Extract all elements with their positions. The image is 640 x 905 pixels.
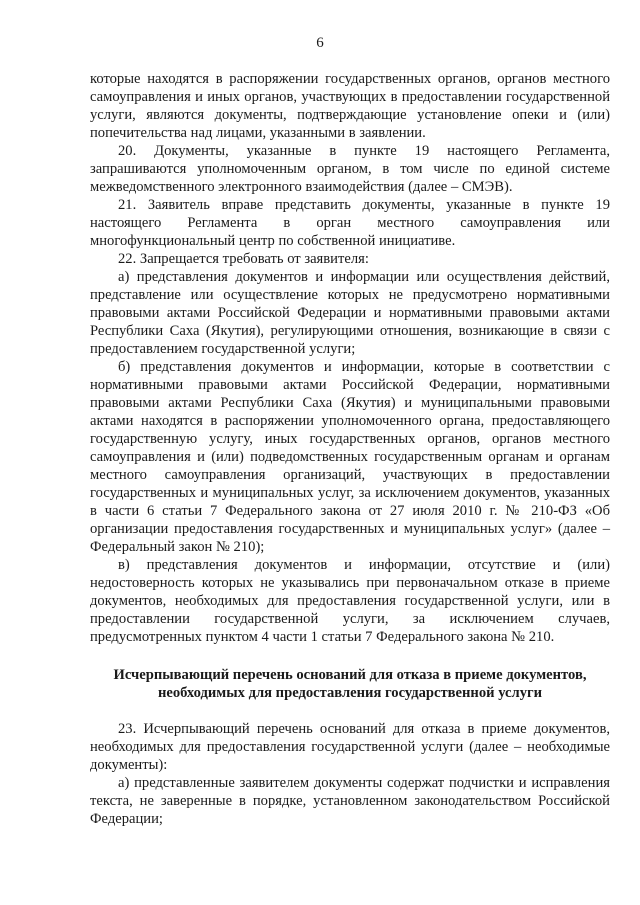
page-number: 6 xyxy=(316,35,324,51)
paragraph-23a: а) представленные заявителем документы содержат подчистки и исправления текста, не заверенные в порядке, установленном законодательством Российской Федерации; xyxy=(90,775,610,827)
paragraph-20: 20. Документы, указанные в пункте 19 настоящего Регламента, запрашиваются уполномоченным органом, в том числе по единой системе межведомственного электронного взаимодействия (далее – СМЭВ). xyxy=(90,143,610,195)
paragraph-22b: б) представления документов и информации, которые в соответствии с нормативными правовыми актами Российской Федерации, нормативными правовыми актами Республики Саха (Якутия) и муниципальными правовыми актами находятся в распоряжении уполномоченного органа, предоставляющего государственную услугу, иных государственных органов, органов местного самоуправления и (или) подведомственных государственным органам и органам местного самоуправления организаций, участвующих в предоставлении государственных и муниципальных услуг, за исключением документов, указанных в части 6 статьи 7 Федерального закона от 27 июля 2010 г. № 210-ФЗ «Об организации предоставления государственных и муниципальных услуг» (далее – Федеральный закон № 210); xyxy=(90,359,610,555)
paragraph-continued: которые находятся в распоряжении государственных органов, органов местного самоуправления и иных органов, участвующих в предоставлении государственной услуги, являются документы, подтверждающие установление опеки и (или) попечительства над лицами, указанными в заявлении. xyxy=(90,71,610,141)
paragraph-21: 21. Заявитель вправе представить документы, указанные в пункте 19 настоящего Регламента в орган местного самоуправления или многофункциональный центр по собственной инициативе. xyxy=(90,197,610,249)
paragraph-22v: в) представления документов и информации, отсутствие и (или) недостоверность которых не указывались при первоначальном отказе в приеме документов, необходимых для предоставления государственной услуги, или в предоставлении государственной услуги, за исключением случаев, предусмотренных пунктом 4 части 1 статьи 7 Федерального закона № 210. xyxy=(90,557,610,645)
section-heading-line-1: Исчерпывающий перечень оснований для отказа в приеме документов, xyxy=(113,667,587,683)
paragraph-22: 22. Запрещается требовать от заявителя: xyxy=(118,251,369,267)
section-heading-line-2: необходимых для предоставления государственной услуги xyxy=(157,685,543,701)
section-heading xyxy=(90,666,610,702)
document-body xyxy=(90,70,610,828)
paragraph-22a: а) представления документов и информации или осуществления действий, представление или осуществление которых не предусмотрено нормативными правовыми актами Российской Федерации и нормативными правовыми актами Республики Саха (Якутия), регулирующими отношения, возникающие в связи с предоставлением государственной услуги; xyxy=(90,269,610,357)
paragraph-23: 23. Исчерпывающий перечень оснований для отказа в приеме документов, необходимых для предоставления государственной услуги (далее – необходимые документы): xyxy=(90,721,610,773)
